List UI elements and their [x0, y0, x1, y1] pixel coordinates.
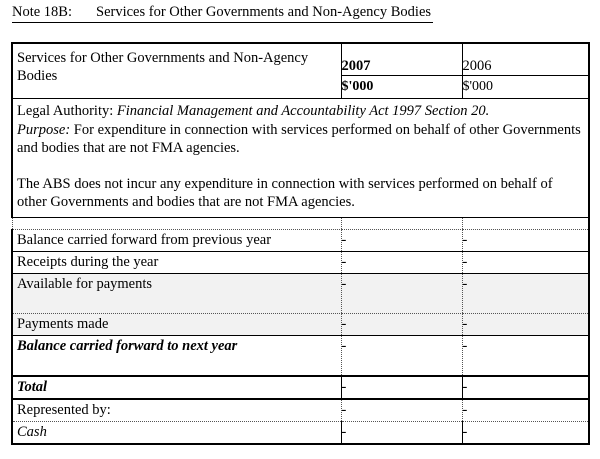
table-row	[12, 421, 589, 444]
purpose-label: Purpose:	[17, 121, 71, 138]
spacer-2007-cell	[341, 217, 462, 229]
table-row	[12, 335, 589, 376]
unit-header-2007: $'000	[341, 76, 462, 99]
spacer-row	[12, 217, 589, 229]
statement-line: The ABS does not incur any expenditure in connection with services performed on behalf of other Governments and bodies that are not FMA agencies.	[17, 175, 553, 210]
row-value-2006: -	[462, 229, 589, 251]
row-label: Payments made	[12, 313, 341, 335]
table-row	[12, 229, 589, 251]
row-value-2006: -	[462, 251, 589, 273]
row-value-2007: -	[341, 273, 462, 313]
legal-authority-label: Legal Authority:	[17, 103, 114, 119]
spacer-label-cell	[12, 217, 341, 229]
row-label: Represented by:	[12, 399, 341, 422]
row-value-2006: -	[462, 399, 589, 422]
row-value-2006: -	[462, 421, 589, 444]
row-value-2007: -	[341, 335, 462, 376]
purpose-line	[17, 121, 582, 158]
row-value-2006: -	[462, 273, 589, 313]
unit-header-2006: $'000	[462, 76, 589, 99]
table-row	[12, 376, 589, 399]
row-value-2007: -	[341, 399, 462, 422]
column-header-2006: 2006	[462, 43, 589, 76]
legal-authority-line	[17, 102, 582, 121]
row-label: Balance carried forward from previous year	[12, 229, 341, 251]
row-value-2007: -	[341, 229, 462, 251]
row-value-2006: -	[462, 313, 589, 335]
row-label: Cash	[12, 421, 341, 444]
row-label: Receipts during the year	[12, 251, 341, 273]
row-value-2006: -	[462, 376, 589, 399]
purpose-value: For expenditure in connection with services performed on behalf of other Governments and bodies that are not FMA agencies.	[17, 121, 581, 156]
narrative-row	[12, 99, 589, 218]
note-number-label: Note 18B:	[12, 4, 73, 20]
table-row	[12, 313, 589, 335]
row-value-2007: -	[341, 376, 462, 399]
row-value-2007: -	[341, 251, 462, 273]
row-label: Total	[12, 376, 341, 399]
row-label: Available for payments	[12, 273, 341, 313]
column-header-2007: 2007	[341, 43, 462, 76]
row-value-2007: -	[341, 421, 462, 444]
note-title-text: Services for Other Governments and Non-Agency Bodies	[96, 4, 432, 20]
table-header-title: Services for Other Governments and Non-Agency Bodies	[12, 43, 341, 99]
row-value-2007: -	[341, 313, 462, 335]
table-row	[12, 399, 589, 422]
table-row	[12, 273, 589, 313]
note-heading	[12, 3, 433, 23]
row-value-2006: -	[462, 335, 589, 376]
narrative-block	[12, 99, 589, 218]
table-row	[12, 251, 589, 273]
special-account-table	[11, 42, 590, 445]
legal-authority-value: Financial Management and Accountability Act 1997 Section 20.	[116, 103, 490, 119]
spacer-2006-cell	[462, 217, 589, 229]
table-header-row	[12, 43, 589, 76]
row-label: Balance carried forward to next year	[12, 335, 341, 376]
